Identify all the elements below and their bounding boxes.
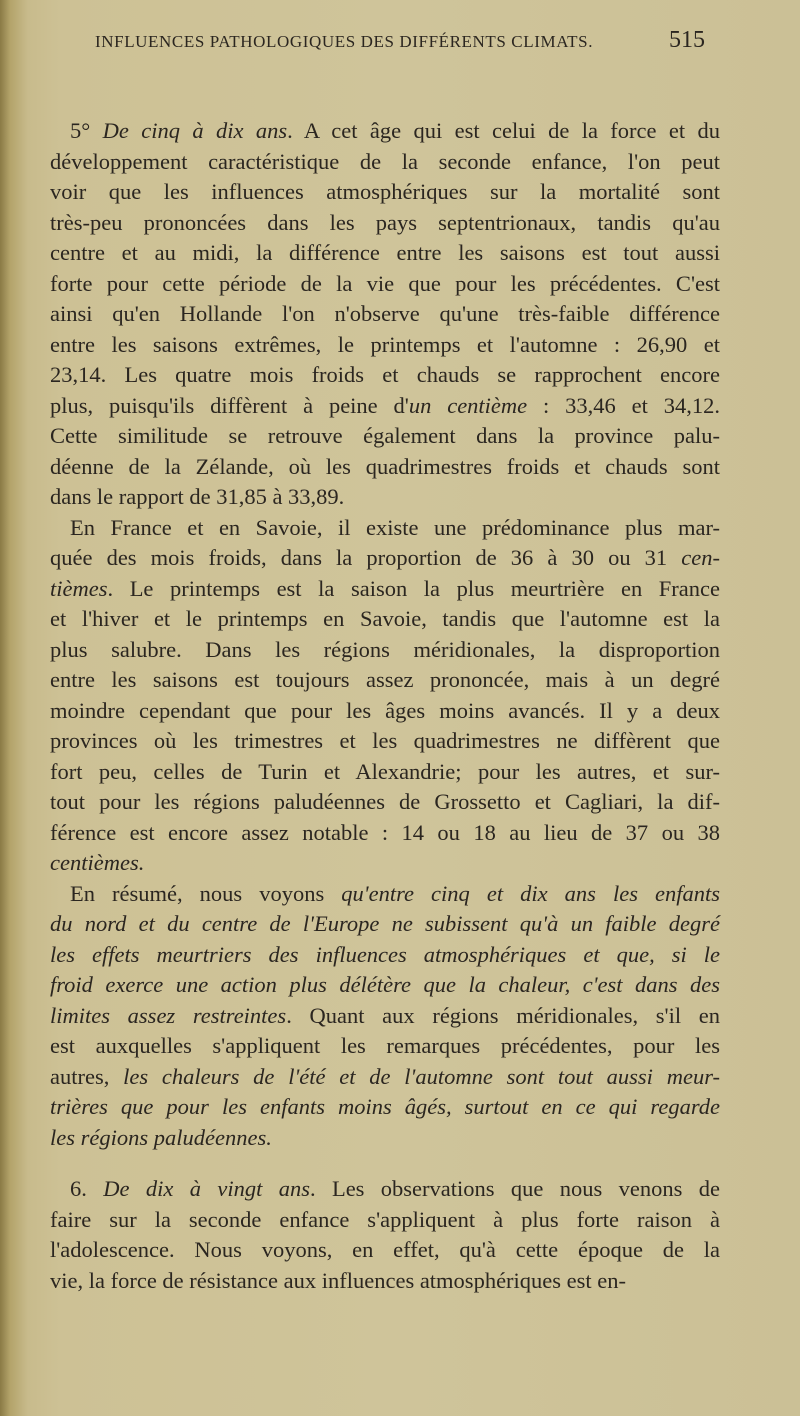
text-segment: En France et en Savoie, il existe une prédominance plus mar-	[70, 514, 720, 540]
text-line	[50, 452, 720, 483]
paragraph	[50, 116, 720, 513]
text-segment: et l'hiver et le printemps en Savoie, tandis que l'automne est la	[50, 606, 720, 631]
section-gap	[50, 1153, 720, 1174]
text-segment: . Les observations que nous venons de	[309, 1176, 720, 1201]
text-segment: entre les saisons extrêmes, le printemps et l'automne : 26,90 et	[50, 331, 720, 357]
text-line	[50, 726, 720, 757]
text-segment: autres,	[50, 1063, 124, 1089]
text-segment: . A cet âge qui est celui de la force et du	[287, 118, 721, 143]
text-line	[50, 970, 720, 1001]
text-segment: centre et au midi, la différence entre les saisons est tout aussi	[50, 240, 720, 265]
text-line	[50, 1266, 720, 1297]
italic-text: les chaleurs de l'été et de l'automne sont tout aussi meur-	[123, 1063, 720, 1089]
text-line	[50, 330, 720, 361]
text-line	[50, 757, 720, 788]
text-segment: l'adolescence. Nous voyons, en effet, qu'à cette époque de la	[50, 1237, 720, 1262]
text-line	[50, 879, 720, 910]
text-line	[50, 1001, 720, 1032]
italic-text: centièmes.	[50, 850, 145, 875]
text-line	[50, 1123, 720, 1154]
text-line	[50, 818, 720, 849]
text-segment: vie, la force de résistance aux influences atmosphériques est en-	[50, 1267, 627, 1293]
page-number: 515	[669, 27, 705, 53]
text-segment: plus salubre. Dans les régions méridionales, la disproportion	[50, 636, 720, 662]
italic-text: De cinq à dix ans	[102, 118, 288, 143]
text-segment: : 33,46 et 34,12.	[527, 392, 720, 418]
text-segment: 6.	[70, 1176, 104, 1201]
italic-text: tièmes	[50, 575, 108, 601]
text-segment: entre les saisons est toujours assez prononcée, mais à un degré	[50, 667, 720, 692]
body-text	[50, 116, 720, 1296]
text-segment: . Le printemps est la saison la plus meurtrière en France	[107, 575, 720, 601]
text-segment: quée des mois froids, dans la proportion de 36 à 30 ou 31	[50, 545, 682, 570]
text-segment: fort peu, celles de Turin et Alexandrie; pour les autres, et sur-	[50, 758, 720, 784]
text-line	[50, 909, 720, 940]
text-line	[50, 299, 720, 330]
text-line	[50, 147, 720, 178]
text-line	[50, 1062, 720, 1093]
text-line	[50, 574, 720, 605]
italic-text: les régions paludéennes.	[50, 1124, 272, 1150]
text-line	[50, 635, 720, 666]
text-segment: déenne de la Zélande, où les quadrimestres froids et chauds sont	[50, 453, 720, 479]
text-segment: ainsi qu'en Hollande l'on n'observe qu'une très-faible différence	[50, 301, 720, 326]
italic-text: limites assez restreintes	[50, 1002, 287, 1028]
text-line	[50, 1092, 720, 1123]
text-segment: Cette similitude se retrouve également dans la province palu-	[50, 423, 720, 448]
text-line	[50, 513, 720, 544]
text-line	[50, 116, 720, 147]
text-segment: faire sur la seconde enfance s'appliquent à plus forte raison à	[50, 1206, 720, 1232]
italic-text: cen-	[681, 545, 720, 570]
text-segment: 5°	[70, 118, 103, 143]
paragraph	[50, 879, 720, 1154]
italic-text: un centième	[408, 392, 528, 418]
text-segment: 23,14. Les quatre mois froids et chauds se rapprochent encore	[50, 362, 720, 387]
italic-text: froid exerce une action plus délétère que la chaleur, c'est dans des	[50, 972, 720, 997]
paragraph	[50, 513, 720, 879]
paragraph	[50, 1174, 720, 1296]
text-line	[50, 269, 720, 300]
italic-text: qu'entre cinq et dix ans les enfants	[341, 880, 720, 906]
running-header	[95, 27, 705, 56]
text-segment: voir que les influences atmosphériques sur la mortalité sont	[50, 179, 720, 204]
text-line	[50, 1205, 720, 1236]
text-line	[50, 177, 720, 208]
text-line	[50, 604, 720, 635]
italic-text: du nord et du centre de l'Europe ne subissent qu'à un faible degré	[50, 911, 720, 936]
text-segment: plus, puisqu'ils diffèrent à peine d'	[50, 392, 409, 418]
text-segment: forte pour cette période de la vie que pour les précédentes. C'est	[50, 270, 720, 296]
text-line	[50, 391, 720, 422]
text-segment: développement caractéristique de la seconde enfance, l'on peut	[50, 148, 720, 174]
italic-text: les effets meurtriers des influences atmosphériques et que, si le	[50, 941, 720, 967]
italic-text: De dix à vingt ans	[103, 1176, 310, 1201]
text-line	[50, 1031, 720, 1062]
text-segment: est auxquelles s'appliquent les remarques précédentes, pour les	[50, 1033, 720, 1058]
text-line	[50, 360, 720, 391]
text-segment: férence est encore assez notable : 14 ou 18 au lieu de 37 ou 38	[50, 819, 720, 845]
text-line	[50, 421, 720, 452]
text-segment: dans le rapport de 31,85 à 33,89.	[50, 484, 345, 509]
text-line	[50, 940, 720, 971]
text-line	[50, 1235, 720, 1266]
text-line	[50, 482, 720, 513]
text-line	[50, 787, 720, 818]
text-segment: . Quant aux régions méridionales, s'il en	[286, 1002, 720, 1028]
text-segment: tout pour les régions paludéennes de Grossetto et Cagliari, la dif-	[50, 789, 720, 814]
text-segment: provinces où les trimestres et les quadrimestres ne diffèrent que	[50, 728, 720, 753]
text-segment: très-peu prononcées dans les pays septentrionaux, tandis qu'au	[50, 209, 720, 235]
text-line	[50, 696, 720, 727]
text-line	[50, 848, 720, 879]
text-line	[50, 238, 720, 269]
text-segment: En résumé, nous voyons	[70, 880, 342, 906]
running-title: INFLUENCES PATHOLOGIQUES DES DIFFÉRENTS CLIMATS.	[95, 32, 594, 51]
text-line	[50, 208, 720, 239]
text-line	[50, 543, 720, 574]
text-line	[50, 665, 720, 696]
text-line	[50, 1174, 720, 1205]
text-segment: moindre cependant que pour les âges moins avancés. Il y a deux	[50, 697, 720, 723]
italic-text: trières que pour les enfants moins âgés, surtout en ce qui regarde	[50, 1094, 720, 1119]
